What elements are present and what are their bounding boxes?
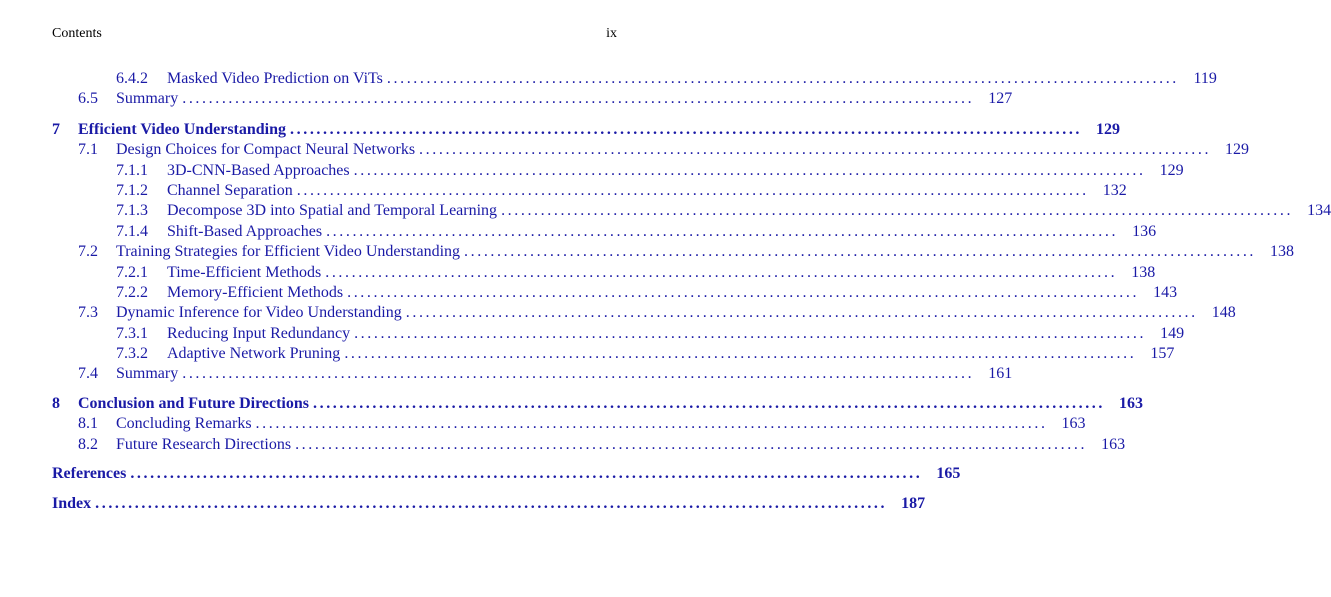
toc-entry-page[interactable]: 157 [1150,345,1175,363]
toc-entry-title[interactable]: Summary [116,365,179,383]
toc-entry-number: 7.1.3 [116,202,148,220]
toc-entry[interactable] [52,344,1175,364]
toc-entry-line [116,364,1013,384]
dot-leader: ........................................................................................................................ [353,161,1146,179]
toc-entry-number: 7.1.1 [116,161,148,179]
dot-leader: ........................................................................................................................ [344,345,1137,363]
toc-entry-number: 7.3 [78,304,98,322]
toc-entry-page[interactable]: 134 [1307,202,1331,220]
toc-entry-number: 7.3.1 [116,324,148,342]
toc-spacer [52,455,617,464]
dot-leader: ........................................................................................................................ [182,90,975,108]
toc-entry-line [167,69,1217,89]
toc-entry-number: 8 [52,394,60,412]
toc-entry[interactable] [52,394,1143,414]
toc-entry[interactable] [52,181,1127,201]
toc-entry[interactable] [52,69,1217,89]
toc-entry-line [167,283,1178,303]
dot-leader: ........................................................................................................................ [405,304,1198,322]
toc-entry-page[interactable]: 129 [1225,141,1250,159]
toc-entry-page[interactable]: 163 [1061,415,1086,433]
toc-entry-title[interactable]: Memory-Efficient Methods [167,283,344,301]
dot-leader: ........................................................................................................................ [255,415,1048,433]
toc-entry-line [78,394,1143,414]
toc-entry-title[interactable]: Design Choices for Compact Neural Networks [116,141,416,159]
toc-entry-page[interactable]: 143 [1153,283,1178,301]
toc-entry[interactable] [52,414,1086,434]
dot-leader: ........................................................................................................................ [325,263,1118,281]
toc-entry[interactable] [52,242,1295,262]
toc-entry-line [116,89,1013,109]
toc-entry-line [52,494,926,514]
toc-entry-page[interactable]: 132 [1102,181,1127,199]
dot-leader: ........................................................................................................................ [95,495,888,513]
toc-entry-page[interactable]: 129 [1159,161,1184,179]
toc-entry-number: 7 [52,120,60,138]
toc-entry-title[interactable]: Channel Separation [167,181,293,199]
toc-entry-number: 7.1.2 [116,181,148,199]
toc-entry-title[interactable]: Summary [116,90,179,108]
dot-leader: ........................................................................................................................ [347,283,1140,301]
toc-entry-number: 7.2.2 [116,283,148,301]
toc-entry-title[interactable]: Concluding Remarks [116,415,252,433]
toc-entry-page[interactable]: 119 [1193,70,1217,87]
dot-leader: ........................................................................................................................ [326,222,1119,240]
toc-entry-title[interactable]: Masked Video Prediction on ViTs [167,70,383,87]
toc-spacer [52,110,617,120]
toc-entry-line [116,435,1126,455]
toc-entry-page[interactable]: 138 [1131,263,1156,281]
toc-entry-line [116,140,1250,160]
toc-entry-number: 7.1.4 [116,222,148,240]
toc-entry[interactable] [52,161,1184,181]
toc-entry[interactable] [52,364,1013,384]
toc-entry[interactable] [52,303,1236,323]
running-header [52,26,617,44]
toc-entry[interactable] [52,283,1178,303]
toc-entry-page[interactable]: 165 [936,465,961,483]
dot-leader: ........................................................................................................................ [419,141,1212,159]
toc-entry-line [167,161,1184,181]
toc-entry-title[interactable]: Efficient Video Understanding [78,120,287,138]
dot-leader: ........................................................................................................................ [182,365,975,383]
dot-leader: ........................................................................................................................ [290,120,1083,138]
toc-entry[interactable] [52,263,1156,283]
toc-entry[interactable] [52,324,1185,344]
toc-entry-line [116,303,1236,323]
toc-entry-page[interactable]: 138 [1270,243,1295,261]
toc-spacer [52,484,617,494]
toc-entry-title[interactable]: 3D-CNN-Based Approaches [167,161,350,179]
toc-entry-page[interactable]: 187 [901,495,926,513]
toc-entry-page[interactable]: 148 [1211,304,1236,322]
toc-entry-title[interactable]: Decompose 3D into Spatial and Temporal Learning [167,202,498,220]
toc-entry-line [167,263,1156,283]
dot-leader: ........................................................................................................................ [130,465,923,483]
toc-entry[interactable] [52,435,1126,455]
toc-entry[interactable] [52,464,961,484]
toc-entry-title[interactable]: Future Research Directions [116,435,292,453]
toc-entry-number: 8.1 [78,415,98,433]
toc-entry[interactable] [52,89,1013,109]
toc-entry-line [167,201,1331,221]
toc-entry-number: 7.4 [78,365,98,383]
toc-entry-number: 7.3.2 [116,345,148,363]
dot-leader: ........................................................................................................................ [386,70,1179,87]
toc-entry-line [116,414,1086,434]
header-page-number: ix [606,26,617,41]
dot-leader: ........................................................................................................................ [501,202,1294,220]
toc-entry-title[interactable]: References [52,465,127,483]
toc-entry-page[interactable]: 129 [1096,120,1121,138]
toc-entry-line [52,464,961,484]
toc-entry-title[interactable]: Conclusion and Future Directions [78,394,309,412]
toc-entry-number: 7.2 [78,243,98,261]
table-of-contents [52,69,1331,515]
toc-entry-title[interactable]: Adaptive Network Pruning [167,345,341,363]
toc-entry-title[interactable]: Index [52,495,92,513]
toc-entry-page[interactable]: 163 [1119,394,1143,412]
toc-entry[interactable] [52,140,1250,160]
toc-entry-number: 6.5 [78,90,98,108]
toc-entry[interactable] [52,120,1121,140]
toc-entry-line [167,324,1185,344]
toc-entry-title[interactable]: Training Strategies for Efficient Video Understanding [116,243,461,261]
dot-leader: ........................................................................................................................ [296,181,1089,199]
dot-leader: ........................................................................................................................ [295,435,1088,453]
toc-entry-number: 7.1 [78,141,98,159]
toc-spacer [52,385,617,394]
dot-leader: ........................................................................................................................ [313,394,1105,412]
toc-entry-page[interactable]: 161 [988,365,1013,383]
dot-leader: ........................................................................................................................ [464,243,1257,261]
header-section-title: Contents [52,26,102,41]
toc-entry-page[interactable]: 127 [988,90,1013,108]
toc-entry-line [167,181,1127,201]
toc-entry-title[interactable]: Reducing Input Redundancy [167,324,351,342]
toc-entry-number: 8.2 [78,435,98,453]
toc-entry-title[interactable]: Shift-Based Approaches [167,222,323,240]
toc-entry-page[interactable]: 163 [1101,435,1126,453]
toc-entry[interactable] [52,201,1331,221]
toc-entry[interactable] [52,222,1157,242]
toc-entry-title[interactable]: Time-Efficient Methods [167,263,322,281]
toc-entry-number: 6.4.2 [116,70,148,87]
toc-entry-title[interactable]: Dynamic Inference for Video Understanding [116,304,402,322]
toc-entry-page[interactable]: 136 [1132,222,1157,240]
toc-entry-page[interactable]: 149 [1160,324,1185,342]
toc-entry-line [78,120,1121,140]
toc-entry-number: 7.2.1 [116,263,148,281]
toc-entry-line [167,222,1157,242]
toc-entry-line [167,344,1175,364]
toc-entry-line [116,242,1295,262]
dot-leader: ........................................................................................................................ [354,324,1147,342]
toc-entry[interactable] [52,494,926,514]
